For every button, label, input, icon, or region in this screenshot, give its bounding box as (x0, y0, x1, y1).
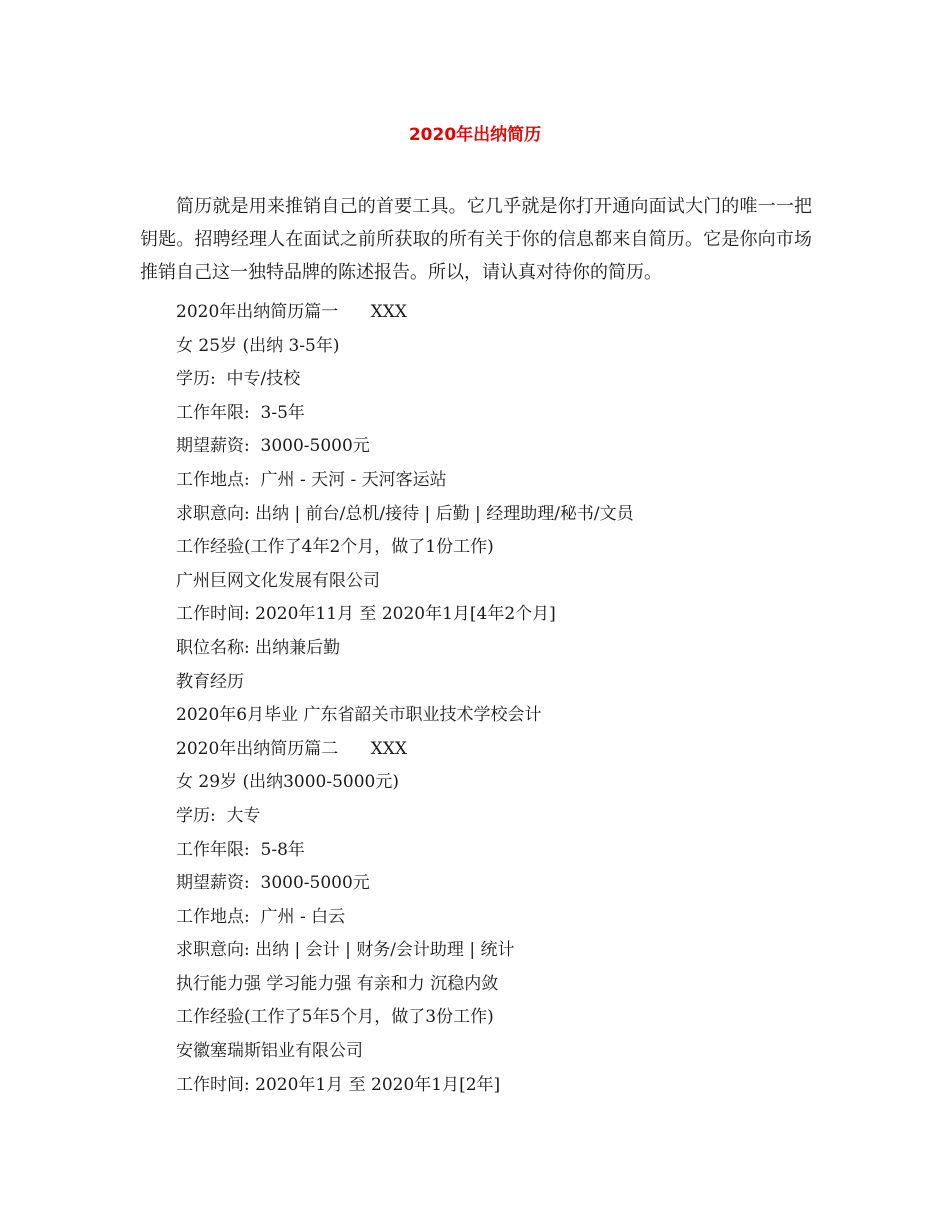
resume-lines (176, 296, 634, 1102)
resume-line: 求职意向: 出纳 | 会计 | 财务/会计助理 | 统计 (176, 940, 515, 961)
resume-line: 工作经验(工作了5年5个月，做了3份工作) (176, 1007, 494, 1028)
resume-line: 教育经历 (176, 671, 244, 692)
resume-line: 女 29岁 (出纳3000-5000元) (176, 772, 399, 793)
resume-line: 工作时间: 2020年1月 至 2020年1月[2年] (176, 1074, 501, 1095)
resume-line: 女 25岁 (出纳 3-5年) (176, 335, 340, 356)
resume-line: 执行能力强 学习能力强 有亲和力 沉稳内敛 (176, 973, 499, 994)
resume-line: 期望薪资: 3000-5000元 (176, 436, 370, 457)
resume-line: 期望薪资: 3000-5000元 (176, 873, 370, 894)
resume-line: 工作地点: 广州 - 白云 (176, 906, 346, 927)
resume-line: 职位名称: 出纳兼后勤 (176, 637, 341, 658)
resume-line: 工作地点: 广州 - 天河 - 天河客运站 (176, 469, 447, 490)
intro-paragraph: 简历就是用来推销自己的首要工具。它几乎就是你打开通向面试大门的唯一一把钥匙。招聘经理人在面试之前所获取的所有关于你的信息都来自简历。它是你向市场推销自己这一独特品牌的陈述报告。所以，请认真对待你的简历。 (140, 196, 812, 283)
resume-line: 工作经验(工作了4年2个月，做了1份工作) (176, 537, 494, 558)
resume-line: 2020年6月毕业 广东省韶关市职业技术学校会计 (176, 705, 542, 726)
resume-line: 2020年出纳简历篇二 XXX (176, 738, 407, 759)
resume-line: 求职意向: 出纳 | 前台/总机/接待 | 后勤 | 经理助理/秘书/文员 (176, 503, 634, 524)
resume-line: 安徽塞瑞斯铝业有限公司 (176, 1041, 363, 1062)
resume-line: 广州巨网文化发展有限公司 (176, 570, 380, 591)
resume-line: 工作时间: 2020年11月 至 2020年1月[4年2个月] (176, 604, 556, 625)
resume-line: 学历: 大专 (176, 805, 261, 826)
resume-line: 2020年出纳简历篇一 XXX (176, 302, 407, 322)
document-title: 2020年出纳简历 (408, 125, 542, 145)
resume-line: 学历: 中专/技校 (176, 369, 301, 390)
resume-line: 工作年限: 5-8年 (176, 839, 305, 860)
resume-line: 工作年限: 3-5年 (176, 402, 305, 423)
